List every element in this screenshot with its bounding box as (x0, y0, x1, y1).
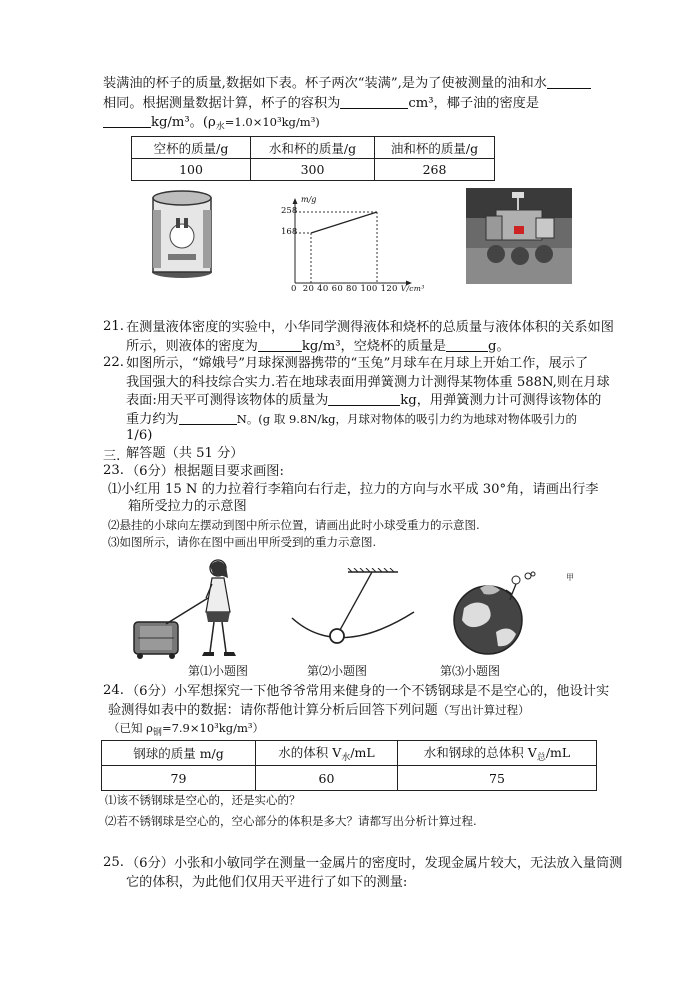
question-22-line-5: 1/6) (126, 428, 153, 443)
question-24-sub-1: ⑴该不锈钢球是空心的，还是实心的？ (105, 793, 301, 807)
graph-ytick: 168 (281, 227, 298, 237)
question-22-number: 22. (103, 355, 124, 370)
steel-ball-table (101, 740, 597, 791)
question-22-line-1: 如图所示，“嫦娥号”月球探测器携带的“玉兔”月球车在月球上开始工作，展示了 (126, 356, 589, 371)
blank (258, 338, 302, 352)
question-24-line-1: （6分）小军想探究一下他爷爷常用来健身的一个不锈钢球是不是空心的，他设计实 (126, 684, 610, 699)
table-header: 水和钢球的总体积 $V_总/mL$ (398, 741, 597, 766)
question-24-line-2: 验测得如表中的数据：请你帮他计算分析后回答下列问题（写出计算过程） (108, 703, 530, 718)
graph-ylabel: m/g (301, 195, 317, 204)
figure-1-caption: 第⑴小题图 (188, 664, 249, 678)
oil-can-picture (150, 188, 214, 280)
question-22-line-4: 重力约为 N。(g 取 9.8N/kg，月球对物体的吸引力约为地球对物体吸引力的 (126, 412, 578, 427)
blank (328, 392, 400, 406)
question-23-sub-2: ⑵悬挂的小球向左摆动到图中所示位置，请画出此时小球受重力的示意图. (108, 518, 480, 532)
question-22-line-3: 表面:用天平可测得该物体的质量为 kg，用弹簧测力计可测得该物体的 (126, 393, 602, 408)
intro-line-2: 相同。根据测量数据计算，杯子的容积为 cm³，椰子油的密度是 (103, 96, 540, 111)
table-header: 空杯的质量/g (132, 137, 251, 159)
question-25-line-1: （6分）小张和小敏同学在测量一金属片的密度时，发现金属片较大，无法放入量筒测 (126, 856, 623, 871)
table-header: 油和杯的质量/g (375, 137, 495, 159)
table-cell: 79 (102, 766, 256, 791)
graph-xticks: 0 20 40 60 80 100 120 V/cm³ (291, 284, 425, 294)
blank (446, 338, 488, 352)
question-23-sub-1b: 箱所受拉力的示意图 (128, 499, 247, 514)
figure-3-caption: 第⑶小题图 (440, 664, 501, 678)
graph-ytick: 258 (281, 206, 298, 216)
table-header: 水的体积 $V_水/mL$ (256, 741, 398, 766)
question-22-line-2: 我国强大的科技综合实力.若在地球表面用弹簧测力计测得某物体重 588N,则在月球 (126, 375, 610, 390)
table-cell: 75 (398, 766, 597, 791)
section-3-title: 解答题（共 51 分） (126, 446, 244, 461)
table-cell: 268 (375, 159, 495, 181)
table-cell: 60 (256, 766, 398, 791)
moon-rover-photo (466, 188, 572, 284)
question-23-sub-1a: ⑴小红用 15 N 的力拉着行李箱向右行走，拉力的方向与水平成 30°角，请画出行李 (108, 482, 599, 497)
table-cell: 300 (251, 159, 375, 181)
question-23-stem: （6分）根据题目要求画图: (126, 464, 284, 479)
label-jia: 甲 (566, 573, 574, 582)
question-25-line-2: 它的体积，为此他们仅用天平进行了如下的测量: (126, 875, 408, 890)
mass-table (131, 136, 495, 181)
blank (547, 75, 591, 89)
section-3-number: 三. (103, 449, 121, 464)
table-cell: 100 (132, 159, 251, 181)
blank (340, 95, 408, 109)
question-21-line-2: 所示，则液体的密度为 kg/m³，空烧杯的质量是 g。 (126, 339, 510, 354)
question-23-sub-3: ⑶如图所示，请你在图中画出甲所受到的重力示意图. (108, 535, 377, 549)
blank (103, 114, 151, 128)
question-21-line-1: 在测量液体密度的实验中，小华同学测得液体和烧杯的总质量与液体体积的关系如图 (126, 320, 614, 335)
question-21-number: 21. (103, 319, 124, 334)
figure-2-caption: 第⑵小题图 (307, 664, 368, 678)
blank (179, 411, 237, 425)
pendulum-figure (288, 568, 418, 652)
question-24-number: 24. (103, 683, 124, 698)
question-24-line-3: （已知 $\rho_钢=7.9\times 10^3kg/m^3$） (108, 721, 264, 738)
intro-line-1: 装满油的杯子的质量,数据如下表。杯子两次“装满”,是为了使被测量的油和水 (103, 75, 591, 93)
table-header: 水和杯的质量/g (251, 137, 375, 159)
table-header: 钢球的质量 m/g (102, 741, 256, 766)
question-24-sub-2: ⑵若不锈钢球是空心的，空心部分的体积是多大？请都写出分析计算过程. (105, 814, 477, 828)
question-25-number: 25. (103, 855, 124, 870)
intro-line-3: kg/m³。$(\rho_水=1.0\times 10^3kg/m^3)$ (103, 113, 320, 136)
earth-figure (450, 568, 550, 662)
girl-suitcase-figure (130, 556, 240, 662)
question-23-number: 23. (103, 463, 124, 478)
